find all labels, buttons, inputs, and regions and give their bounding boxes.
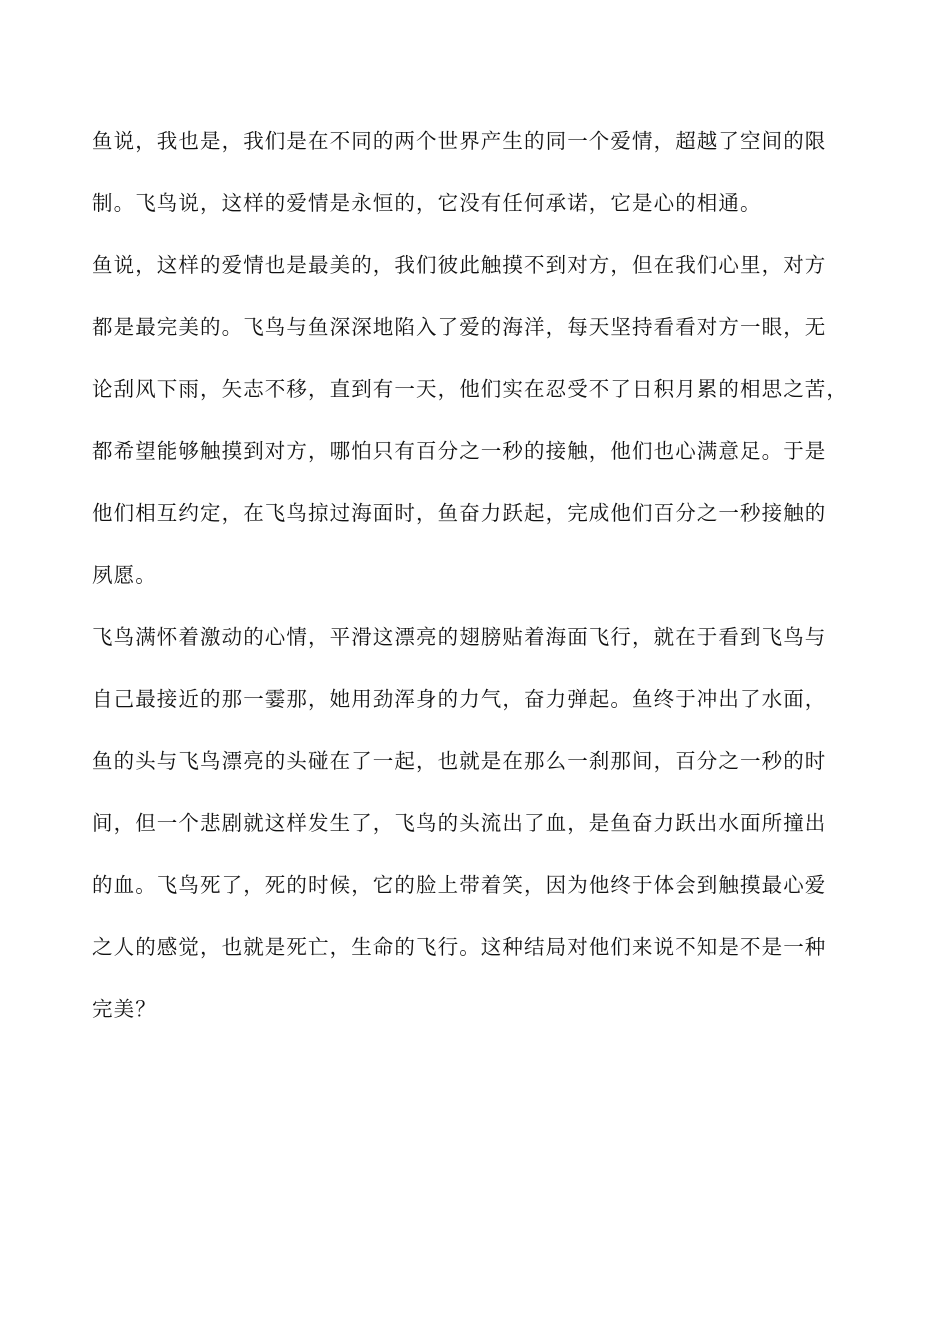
paragraph-1 — [92, 131, 872, 213]
text-line: 制。飞鸟说，这样的爱情是永恒的，它没有任何承诺，它是心的相通。 — [92, 191, 762, 215]
text-line: 鱼的头与飞鸟漂亮的头碰在了一起，也就是在那么一刹那间，百分之一秒的时 — [92, 749, 827, 773]
text-line: 间，但一个悲剧就这样发生了，飞鸟的头流出了血，是鱼奋力跃出水面所撞出 — [92, 811, 827, 835]
text-line: 他们相互约定，在飞鸟掠过海面时，鱼奋力跃起，完成他们百分之一秒接触的 — [92, 501, 827, 525]
text-line: 论刮风下雨，矢志不移，直到有一天，他们实在忍受不了日积月累的相思之苦， — [92, 377, 848, 401]
text-line: 鱼说，我也是，我们是在不同的两个世界产生的同一个爱情，超越了空间的限 — [92, 129, 827, 153]
paragraph-2 — [92, 255, 872, 585]
body-text — [92, 131, 872, 1061]
text-line: 都希望能够触摸到对方，哪怕只有百分之一秒的接触，他们也心满意足。于是 — [92, 439, 827, 463]
text-line: 夙愿。 — [92, 563, 157, 587]
text-line: 之人的感觉，也就是死亡，生命的飞行。这种结局对他们来说不知是不是一种 — [92, 935, 827, 959]
text-line: 完美？ — [92, 997, 157, 1021]
text-line: 自己最接近的那一霎那，她用劲浑身的力气，奋力弹起。鱼终于冲出了水面， — [92, 687, 827, 711]
text-line: 都是最完美的。飞鸟与鱼深深地陷入了爱的海洋，每天坚持看看对方一眼，无 — [92, 315, 827, 339]
text-line: 飞鸟满怀着激动的心情，平滑这漂亮的翅膀贴着海面飞行，就在于看到飞鸟与 — [92, 625, 827, 649]
paragraph-3 — [92, 627, 872, 1019]
text-line: 鱼说，这样的爱情也是最美的，我们彼此触摸不到对方，但在我们心里，对方 — [92, 253, 827, 277]
text-line: 的血。飞鸟死了，死的时候，它的脸上带着笑，因为他终于体会到触摸最心爱 — [92, 873, 827, 897]
